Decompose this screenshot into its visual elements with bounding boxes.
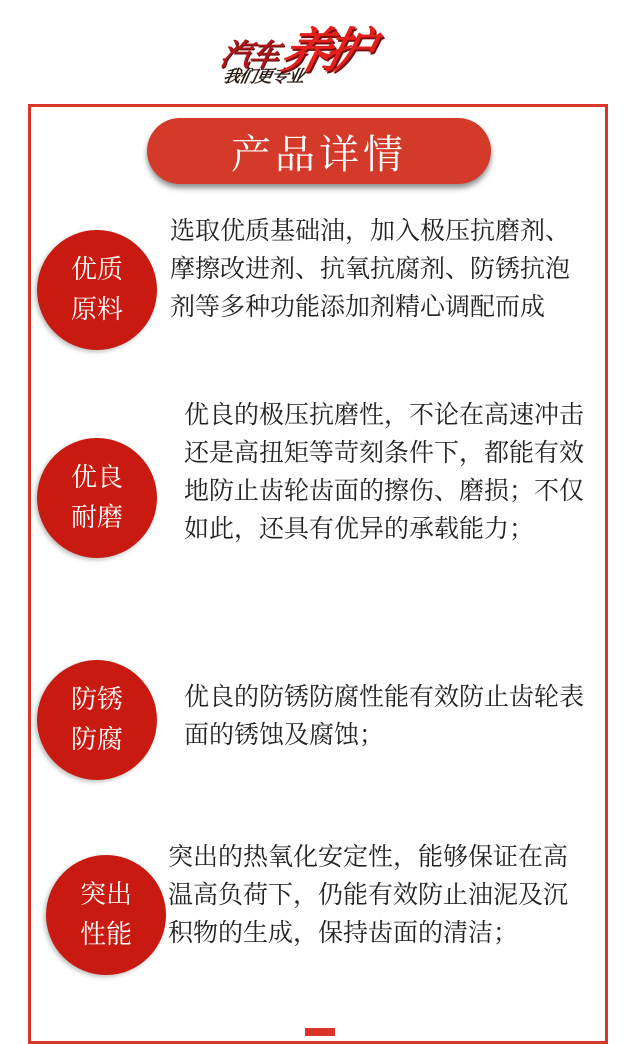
feature-badge-quality-material [37, 230, 157, 350]
brand-logo [218, 14, 398, 86]
badge-label-top: 优良 [70, 463, 123, 493]
bottom-decoration [305, 1028, 335, 1036]
page-title: 产品详情 [147, 118, 491, 184]
feature-description-outstanding-performance: 突出的热氧化安定性，能够保证在高温高负荷下，仍能有效防止油泥及沉积物的生成，保持齿面的清洁； [168, 842, 569, 947]
feature-badge-outstanding-performance [46, 855, 166, 975]
badge-label-top: 防锈 [70, 685, 123, 715]
badge-label-bottom: 防腐 [70, 725, 123, 755]
logo-text-care: 养护 [275, 23, 374, 79]
feature-badge-rust-corrosion [37, 660, 157, 780]
feature-description-rust-corrosion: 优良的防锈防腐性能有效防止齿轮表面的锈蚀及腐蚀； [184, 682, 585, 749]
logo-slogan: 我们更专业 [221, 67, 306, 87]
feature-description-quality-material: 选取优质基础油，加入极压抗磨剂、摩擦改进剂、抗氧抗腐剂、防锈抗泡剂等多种功能添加剂精心调配而成 [170, 216, 571, 321]
badge-label-bottom: 性能 [79, 920, 132, 950]
logo-text-car: 汽车 [217, 38, 281, 73]
badge-label-bottom: 耐磨 [70, 503, 123, 533]
feature-description-wear-resistance: 优良的极压抗磨性，不论在高速冲击还是高扭矩等苛刻条件下，都能有效地防止齿轮齿面的擦伤、磨损；不仅如此，还具有优异的承载能力； [184, 400, 585, 543]
badge-label-top: 优质 [70, 255, 123, 285]
badge-label-bottom: 原料 [70, 295, 123, 325]
badge-label-top: 突出 [79, 880, 132, 910]
feature-badge-wear-resistance [37, 438, 157, 558]
